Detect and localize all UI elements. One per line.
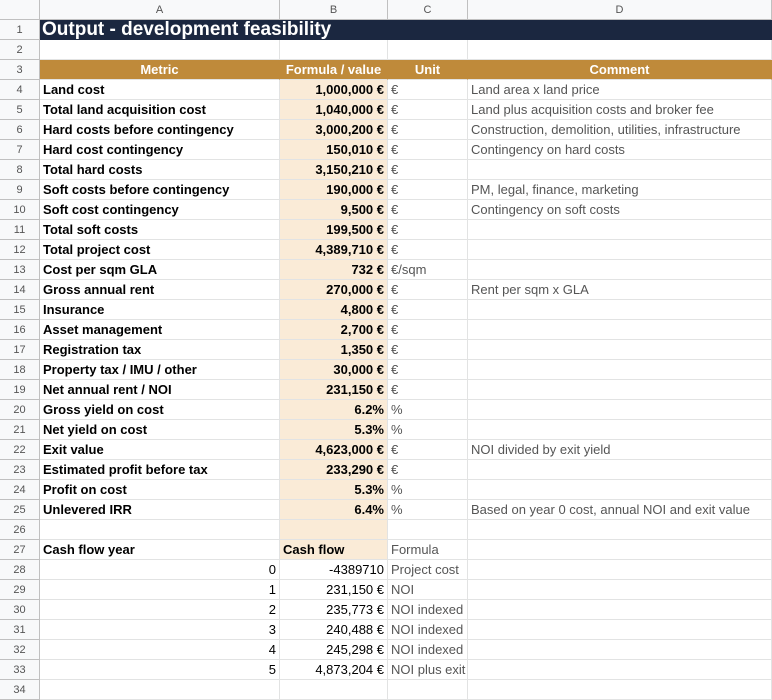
metric-value[interactable]: 30,000 € bbox=[280, 360, 388, 380]
metric-comment[interactable] bbox=[468, 220, 772, 240]
metric-unit[interactable]: € bbox=[388, 280, 468, 300]
row-header[interactable]: 25 bbox=[0, 500, 40, 520]
metric-unit[interactable]: € bbox=[388, 300, 468, 320]
cashflow-year[interactable]: 4 bbox=[40, 640, 280, 660]
sheet-row bbox=[0, 560, 772, 580]
metric-unit[interactable]: % bbox=[388, 420, 468, 440]
metric-value[interactable]: 270,000 € bbox=[280, 280, 388, 300]
row-header[interactable]: 3 bbox=[0, 60, 40, 80]
row-header[interactable]: 4 bbox=[0, 80, 40, 100]
cashflow-value[interactable]: 4,873,204 € bbox=[280, 660, 388, 680]
metric-unit[interactable]: € bbox=[388, 460, 468, 480]
metric-comment[interactable] bbox=[468, 420, 772, 440]
metric-unit[interactable]: € bbox=[388, 140, 468, 160]
metric-label[interactable]: Total soft costs bbox=[40, 220, 280, 240]
metric-value[interactable]: 150,010 € bbox=[280, 140, 388, 160]
row-header[interactable]: 7 bbox=[0, 140, 40, 160]
sheet-row bbox=[0, 220, 772, 240]
row-header[interactable]: 15 bbox=[0, 300, 40, 320]
comment-header[interactable]: Comment bbox=[468, 60, 772, 80]
cashflow-header[interactable]: Cash flow bbox=[280, 540, 388, 560]
metric-label[interactable]: Hard cost contingency bbox=[40, 140, 280, 160]
metric-label[interactable]: Gross annual rent bbox=[40, 280, 280, 300]
row-header[interactable]: 20 bbox=[0, 400, 40, 420]
metric-label[interactable]: Gross yield on cost bbox=[40, 400, 280, 420]
metric-value[interactable]: 231,150 € bbox=[280, 380, 388, 400]
column-header-d[interactable]: D bbox=[468, 0, 772, 20]
metric-comment[interactable] bbox=[468, 360, 772, 380]
metric-unit[interactable]: € bbox=[388, 340, 468, 360]
metric-comment[interactable]: NOI divided by exit yield bbox=[468, 440, 772, 460]
column-header-c[interactable]: C bbox=[388, 0, 468, 20]
row-header[interactable]: 33 bbox=[0, 660, 40, 680]
cashflow-year[interactable]: 2 bbox=[40, 600, 280, 620]
sheet-row bbox=[0, 480, 772, 500]
cell-c[interactable] bbox=[388, 520, 468, 540]
cashflow-year[interactable]: 0 bbox=[40, 560, 280, 580]
sheet-title[interactable]: Output - development feasibility bbox=[40, 20, 772, 40]
row-header[interactable]: 13 bbox=[0, 260, 40, 280]
metric-label[interactable]: Hard costs before contingency bbox=[40, 120, 280, 140]
metric-value[interactable]: 190,000 € bbox=[280, 180, 388, 200]
sheet-row bbox=[0, 680, 772, 700]
cell-a[interactable] bbox=[40, 520, 280, 540]
cashflow-year-header[interactable]: Cash flow year bbox=[40, 540, 280, 560]
sheet-row bbox=[0, 280, 772, 300]
metric-label[interactable]: Net annual rent / NOI bbox=[40, 380, 280, 400]
sheet-row bbox=[0, 400, 772, 420]
metric-unit[interactable]: € bbox=[388, 220, 468, 240]
cashflow-formula[interactable]: NOI indexed bbox=[388, 640, 468, 660]
cell-d[interactable] bbox=[468, 580, 772, 600]
sheet-row bbox=[0, 40, 772, 60]
metric-comment[interactable]: Rent per sqm x GLA bbox=[468, 280, 772, 300]
sheet-row bbox=[0, 100, 772, 120]
metric-label[interactable]: Land cost bbox=[40, 80, 280, 100]
metric-label[interactable]: Insurance bbox=[40, 300, 280, 320]
row-header[interactable]: 12 bbox=[0, 240, 40, 260]
metric-comment[interactable] bbox=[468, 340, 772, 360]
metric-label[interactable]: Profit on cost bbox=[40, 480, 280, 500]
sheet-row bbox=[0, 160, 772, 180]
sheet-row bbox=[0, 500, 772, 520]
metric-comment[interactable] bbox=[468, 320, 772, 340]
metric-label[interactable]: Exit value bbox=[40, 440, 280, 460]
sheet-row bbox=[0, 380, 772, 400]
metric-label[interactable]: Net yield on cost bbox=[40, 420, 280, 440]
cashflow-value[interactable]: -4389710 bbox=[280, 560, 388, 580]
metric-header[interactable]: Metric bbox=[40, 60, 280, 80]
metric-value[interactable]: 1,000,000 € bbox=[280, 80, 388, 100]
row-header[interactable]: 1 bbox=[0, 20, 40, 40]
sheet-row bbox=[0, 340, 772, 360]
row-header[interactable]: 34 bbox=[0, 680, 40, 700]
cell-d[interactable] bbox=[468, 40, 772, 60]
metric-comment[interactable]: PM, legal, finance, marketing bbox=[468, 180, 772, 200]
cashflow-year[interactable]: 3 bbox=[40, 620, 280, 640]
cashflow-value[interactable]: 235,773 € bbox=[280, 600, 388, 620]
metric-value[interactable]: 233,290 € bbox=[280, 460, 388, 480]
metric-unit[interactable]: € bbox=[388, 380, 468, 400]
sheet-row bbox=[0, 120, 772, 140]
metric-unit[interactable]: % bbox=[388, 400, 468, 420]
row-header[interactable]: 8 bbox=[0, 160, 40, 180]
metric-comment[interactable] bbox=[468, 300, 772, 320]
metric-value[interactable]: 1,040,000 € bbox=[280, 100, 388, 120]
metric-comment[interactable] bbox=[468, 480, 772, 500]
metric-unit[interactable]: % bbox=[388, 480, 468, 500]
cell-d[interactable] bbox=[468, 560, 772, 580]
cashflow-value[interactable]: 240,488 € bbox=[280, 620, 388, 640]
metric-value[interactable]: 5.3% bbox=[280, 420, 388, 440]
metric-comment[interactable] bbox=[468, 160, 772, 180]
metric-unit[interactable]: € bbox=[388, 200, 468, 220]
cell-d[interactable] bbox=[468, 600, 772, 620]
metric-label[interactable]: Soft cost contingency bbox=[40, 200, 280, 220]
metric-unit[interactable]: €/sqm bbox=[388, 260, 468, 280]
cashflow-formula[interactable]: NOI indexed bbox=[388, 620, 468, 640]
sheet-row bbox=[0, 180, 772, 200]
metric-label[interactable]: Total project cost bbox=[40, 240, 280, 260]
cell-c[interactable] bbox=[388, 40, 468, 60]
cashflow-formula[interactable]: NOI plus exit bbox=[388, 660, 468, 680]
select-all-corner[interactable] bbox=[0, 0, 40, 20]
row-header[interactable]: 24 bbox=[0, 480, 40, 500]
cell-b[interactable] bbox=[280, 520, 388, 540]
sheet-row bbox=[0, 200, 772, 220]
sheet-row bbox=[0, 300, 772, 320]
metric-label[interactable]: Unlevered IRR bbox=[40, 500, 280, 520]
sheet-row bbox=[0, 140, 772, 160]
sheet-row bbox=[0, 600, 772, 620]
column-header-b[interactable]: B bbox=[280, 0, 388, 20]
metric-comment[interactable] bbox=[468, 460, 772, 480]
cashflow-year[interactable]: 5 bbox=[40, 660, 280, 680]
row-header[interactable]: 22 bbox=[0, 440, 40, 460]
metric-label[interactable]: Registration tax bbox=[40, 340, 280, 360]
metric-comment[interactable]: Contingency on hard costs bbox=[468, 140, 772, 160]
metric-value[interactable]: 4,389,710 € bbox=[280, 240, 388, 260]
row-header[interactable]: 10 bbox=[0, 200, 40, 220]
metric-value[interactable]: 5.3% bbox=[280, 480, 388, 500]
metric-comment[interactable]: Land plus acquisition costs and broker fee bbox=[468, 100, 772, 120]
sheet-row bbox=[0, 320, 772, 340]
row-header[interactable]: 5 bbox=[0, 100, 40, 120]
metric-value[interactable]: 3,150,210 € bbox=[280, 160, 388, 180]
metric-comment[interactable] bbox=[468, 380, 772, 400]
metric-label[interactable]: Asset management bbox=[40, 320, 280, 340]
metric-value[interactable]: 6.2% bbox=[280, 400, 388, 420]
column-header-a[interactable]: A bbox=[40, 0, 280, 20]
row-header[interactable]: 19 bbox=[0, 380, 40, 400]
metric-unit[interactable]: € bbox=[388, 160, 468, 180]
sheet-row bbox=[0, 440, 772, 460]
cell-d[interactable] bbox=[468, 660, 772, 680]
metric-unit[interactable]: % bbox=[388, 500, 468, 520]
row-header[interactable]: 14 bbox=[0, 280, 40, 300]
metric-unit[interactable]: € bbox=[388, 240, 468, 260]
sheet-row bbox=[0, 520, 772, 540]
sheet-row bbox=[0, 640, 772, 660]
metric-comment[interactable]: Land area x land price bbox=[468, 80, 772, 100]
metric-comment[interactable]: Based on year 0 cost, annual NOI and exit value bbox=[468, 500, 772, 520]
cell-a[interactable] bbox=[40, 680, 280, 700]
cell-d[interactable] bbox=[468, 540, 772, 560]
row-header[interactable]: 23 bbox=[0, 460, 40, 480]
metric-value[interactable]: 1,350 € bbox=[280, 340, 388, 360]
metric-label[interactable]: Total hard costs bbox=[40, 160, 280, 180]
row-header[interactable]: 30 bbox=[0, 600, 40, 620]
row-header[interactable]: 18 bbox=[0, 360, 40, 380]
metric-value[interactable]: 4,623,000 € bbox=[280, 440, 388, 460]
sheet-row bbox=[0, 60, 772, 80]
metric-unit[interactable]: € bbox=[388, 120, 468, 140]
cashflow-year[interactable]: 1 bbox=[40, 580, 280, 600]
sheet-row bbox=[0, 260, 772, 280]
metric-unit[interactable]: € bbox=[388, 180, 468, 200]
sheet-row bbox=[0, 620, 772, 640]
metric-value[interactable]: 199,500 € bbox=[280, 220, 388, 240]
metric-value[interactable]: 9,500 € bbox=[280, 200, 388, 220]
cashflow-value[interactable]: 245,298 € bbox=[280, 640, 388, 660]
sheet-row bbox=[0, 360, 772, 380]
metric-comment[interactable] bbox=[468, 260, 772, 280]
formula-header[interactable]: Formula / value bbox=[280, 60, 388, 80]
cashflow-formula-header[interactable]: Formula bbox=[388, 540, 468, 560]
row-header[interactable]: 21 bbox=[0, 420, 40, 440]
cell-a[interactable] bbox=[40, 40, 280, 60]
sheet-row bbox=[0, 540, 772, 560]
cashflow-formula[interactable]: Project cost bbox=[388, 560, 468, 580]
cashflow-formula[interactable]: NOI indexed bbox=[388, 600, 468, 620]
metric-comment[interactable] bbox=[468, 240, 772, 260]
metric-unit[interactable]: € bbox=[388, 360, 468, 380]
metric-comment[interactable] bbox=[468, 400, 772, 420]
cell-b[interactable] bbox=[280, 680, 388, 700]
unit-header[interactable]: Unit bbox=[388, 60, 468, 80]
metric-value[interactable]: 732 € bbox=[280, 260, 388, 280]
cell-d[interactable] bbox=[468, 520, 772, 540]
metric-comment[interactable]: Contingency on soft costs bbox=[468, 200, 772, 220]
metric-label[interactable]: Soft costs before contingency bbox=[40, 180, 280, 200]
metric-value[interactable]: 2,700 € bbox=[280, 320, 388, 340]
metric-unit[interactable]: € bbox=[388, 100, 468, 120]
cashflow-value[interactable]: 231,150 € bbox=[280, 580, 388, 600]
sheet-row bbox=[0, 80, 772, 100]
cell-b[interactable] bbox=[280, 40, 388, 60]
metric-value[interactable]: 3,000,200 € bbox=[280, 120, 388, 140]
metric-label[interactable]: Estimated profit before tax bbox=[40, 460, 280, 480]
metric-unit[interactable]: € bbox=[388, 320, 468, 340]
cell-d[interactable] bbox=[468, 640, 772, 660]
row-header[interactable]: 11 bbox=[0, 220, 40, 240]
metric-label[interactable]: Total land acquisition cost bbox=[40, 100, 280, 120]
row-header[interactable]: 26 bbox=[0, 520, 40, 540]
row-header[interactable]: 17 bbox=[0, 340, 40, 360]
row-header[interactable]: 2 bbox=[0, 40, 40, 60]
metric-unit[interactable]: € bbox=[388, 440, 468, 460]
metric-label[interactable]: Property tax / IMU / other bbox=[40, 360, 280, 380]
row-header[interactable]: 6 bbox=[0, 120, 40, 140]
sheet-row bbox=[0, 420, 772, 440]
sheet-row bbox=[0, 660, 772, 680]
sheet-row bbox=[0, 460, 772, 480]
metric-label[interactable]: Cost per sqm GLA bbox=[40, 260, 280, 280]
row-header[interactable]: 16 bbox=[0, 320, 40, 340]
cell-d[interactable] bbox=[468, 620, 772, 640]
cell-d[interactable] bbox=[468, 680, 772, 700]
sheet-row bbox=[0, 240, 772, 260]
row-header[interactable]: 31 bbox=[0, 620, 40, 640]
cell-c[interactable] bbox=[388, 680, 468, 700]
metric-comment[interactable]: Construction, demolition, utilities, infrastructure bbox=[468, 120, 772, 140]
metric-unit[interactable]: € bbox=[388, 80, 468, 100]
row-header[interactable]: 32 bbox=[0, 640, 40, 660]
row-header[interactable]: 29 bbox=[0, 580, 40, 600]
cashflow-formula[interactable]: NOI bbox=[388, 580, 468, 600]
metric-value[interactable]: 4,800 € bbox=[280, 300, 388, 320]
row-header[interactable]: 27 bbox=[0, 540, 40, 560]
row-header[interactable]: 9 bbox=[0, 180, 40, 200]
row-header[interactable]: 28 bbox=[0, 560, 40, 580]
sheet-row bbox=[0, 580, 772, 600]
metric-value[interactable]: 6.4% bbox=[280, 500, 388, 520]
